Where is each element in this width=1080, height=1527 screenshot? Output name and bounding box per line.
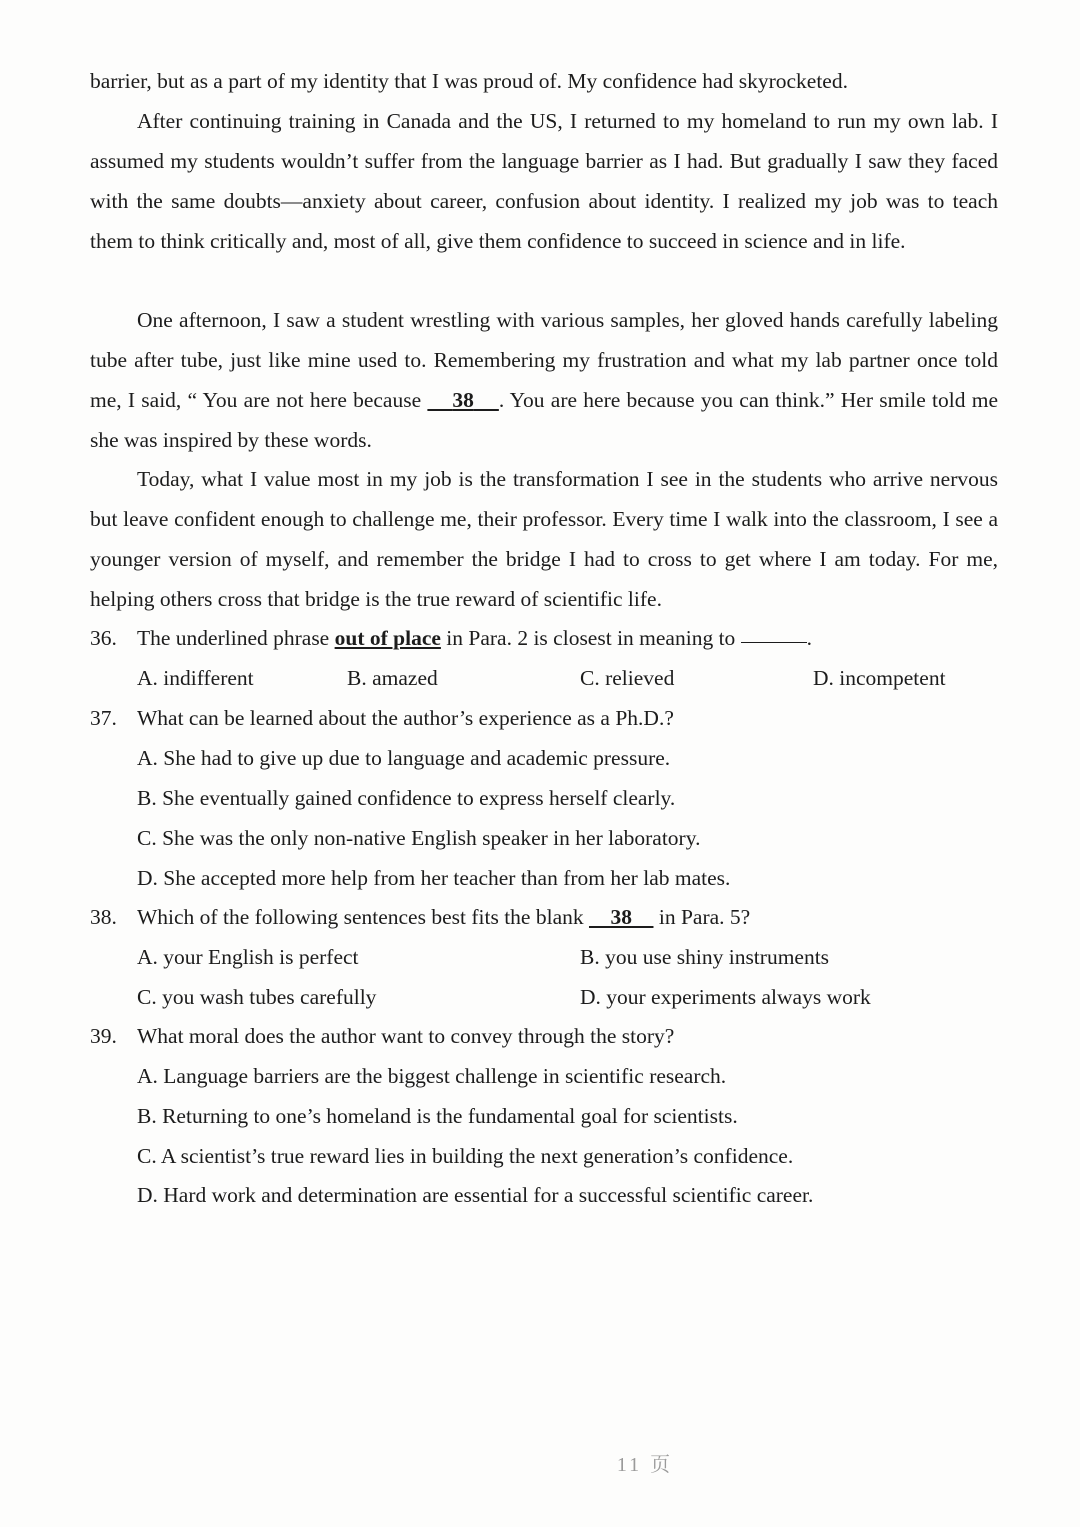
question-39-text: What moral does the author want to convey through the story? <box>137 1024 675 1048</box>
q37-option-c: C. She was the only non-native English speaker in her laboratory. <box>137 826 701 850</box>
q39-option-d: D. Hard work and determination are essential for a successful scientific career. <box>137 1183 814 1207</box>
question-38-text-before: Which of the following sentences best fits the blank <box>137 905 589 929</box>
question-38-blank-number: 38 <box>610 905 632 929</box>
q39-option-a: A. Language barriers are the biggest challenge in scientific research. <box>137 1064 727 1088</box>
q37-option-b: B. She eventually gained confidence to express herself clearly. <box>137 786 676 810</box>
q37-option-d: D. She accepted more help from her teacher than from her lab mates. <box>137 866 731 890</box>
question-36-number: 36. <box>90 626 117 650</box>
paragraph-4: Today, what I value most in my job is the transformation I see in the students who arrive nervous but leave confident enough to challenge me, their professor. Every time I walk into the classroom, I see a younger version of myself, and remember the bridge I had to cross to get where I am today. For me, helping others cross that bridge is the true reward of scientific life. <box>90 467 998 611</box>
q38-option-a: A. your English is perfect <box>137 945 359 969</box>
question-39-number: 39. <box>90 1024 117 1048</box>
q36-option-b: B. amazed <box>347 666 438 690</box>
paragraph-3-text-before: One afternoon, I saw a student wrestling with various samples, her gloved hands carefully labeling tube after tube, just like mine used to. Remembering my frustration and what my lab partner once told me, I said, “ You are not here because <box>90 308 998 412</box>
question-36-end: . <box>806 626 813 650</box>
underlined-phrase: out of place <box>334 626 441 650</box>
question-37 <box>90 698 998 738</box>
question-37-number: 37. <box>90 706 117 730</box>
q38-option-c: C. you wash tubes carefully <box>137 985 377 1009</box>
paragraph-3-text-after: . You are here because you can think.” Her smile told me she was inspired by these words. <box>90 388 999 452</box>
question-36 <box>90 618 998 658</box>
q37-option-a: A. She had to give up due to language and academic pressure. <box>137 746 671 770</box>
question-38-number: 38. <box>90 905 117 929</box>
q36-option-a: A. indifferent <box>137 666 254 690</box>
blank-38 <box>427 388 498 412</box>
answer-blank-line <box>741 641 807 643</box>
paragraph-1: barrier, but as a part of my identity that I was proud of. My confidence had skyrocketed. <box>90 69 848 93</box>
q36-option-d: D. incompetent <box>813 666 946 690</box>
blank-38-number: 38 <box>452 388 474 412</box>
paragraph-2: After continuing training in Canada and the US, I returned to my homeland to run my own lab. I assumed my students wouldn’t suffer from the language barrier as I had. But gradually I saw they faced with the same doubts—anxiety about career, confusion about identity. I realized my job was to teach them to think critically and, most of all, give them confidence to succeed in science and in life. <box>90 109 998 253</box>
page-number: 11 页 <box>616 1454 674 1476</box>
paragraph-3 <box>90 300 998 460</box>
question-36-text-before: The underlined phrase <box>137 626 335 650</box>
question-37-text: What can be learned about the author’s experience as a Ph.D.? <box>137 706 674 730</box>
question-38-blank <box>589 905 654 929</box>
q36-option-c: C. relieved <box>580 666 675 690</box>
question-38 <box>90 897 998 937</box>
question-36-text-after: in Para. 2 is closest in meaning to <box>440 626 736 650</box>
q39-option-b: B. Returning to one’s homeland is the fundamental goal for scientists. <box>137 1104 738 1128</box>
q38-option-b: B. you use shiny instruments <box>580 945 830 969</box>
q38-option-d: D. your experiments always work <box>580 985 871 1009</box>
question-39 <box>90 1016 998 1056</box>
q39-option-c: C. A scientist’s true reward lies in building the next generation’s confidence. <box>137 1144 794 1168</box>
question-38-text-after: in Para. 5? <box>653 905 751 929</box>
